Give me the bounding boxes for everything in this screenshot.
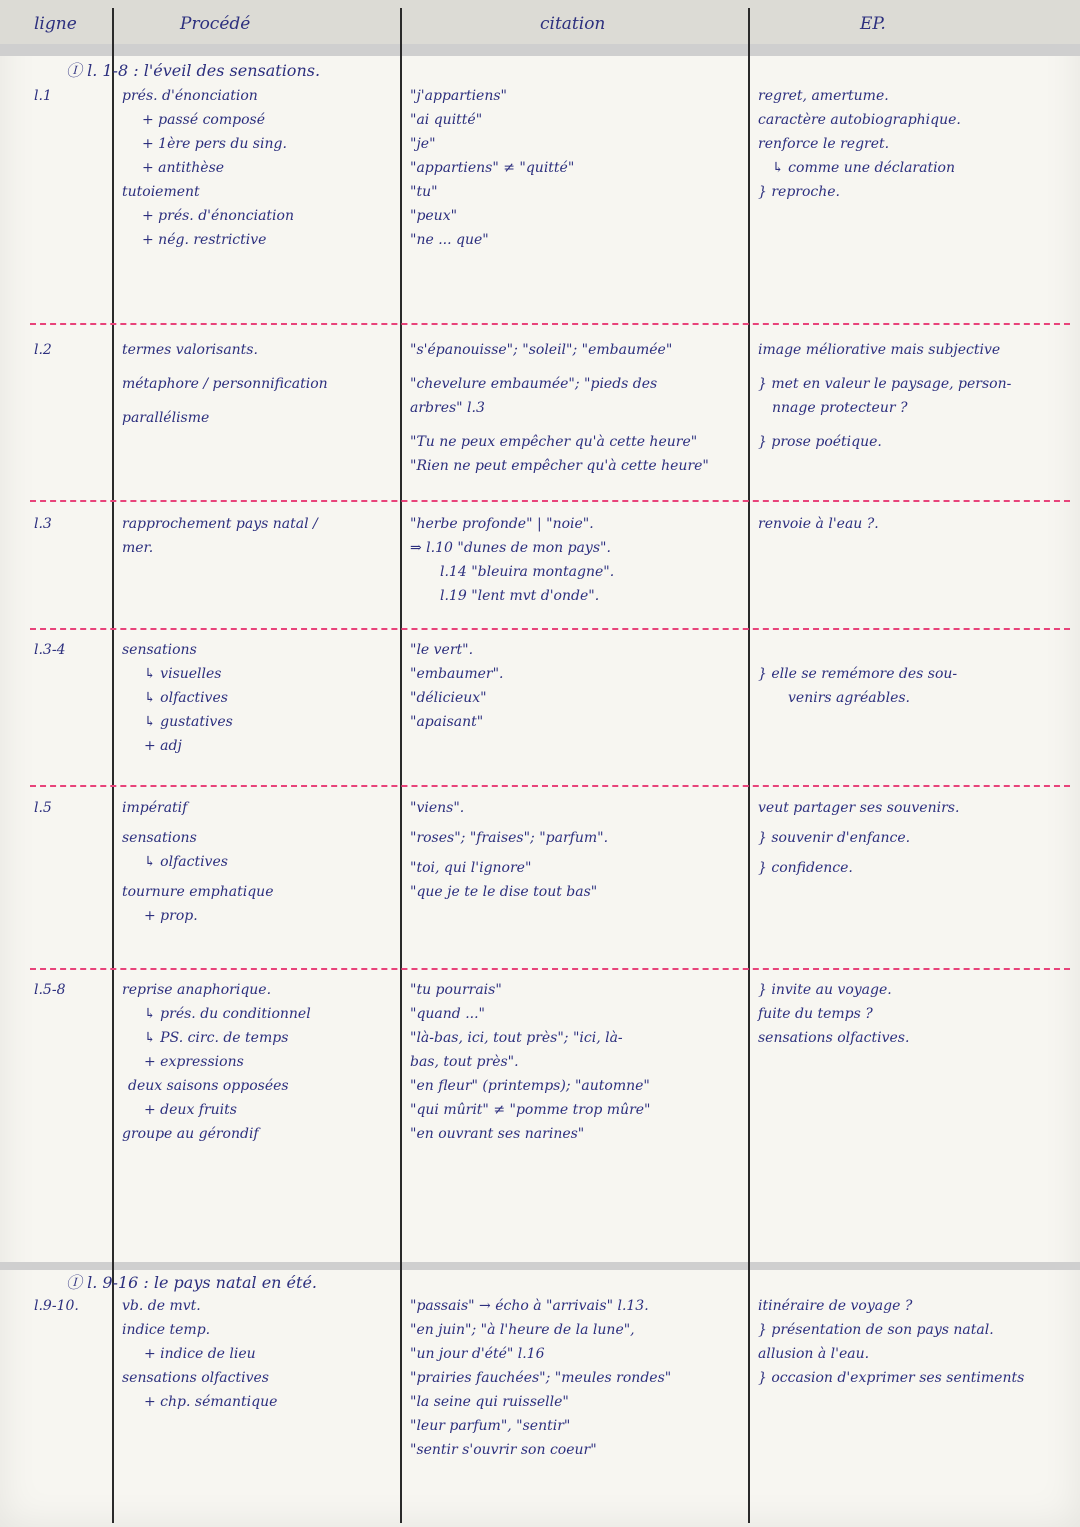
row-ep: renvoie à l'eau ?. xyxy=(758,516,879,532)
row-citation: "herbe profonde" | "noie". ⇒ l.10 "dunes de mon pays". l.14 "bleuira montagne". l.19 "lent mvt d'onde". xyxy=(410,516,615,604)
section-heading: Ⓘ l. 1-8 : l'éveil des sensations. xyxy=(66,61,321,80)
row-separator xyxy=(30,785,1070,787)
row-ep: } invite au voyage. fuite du temps ? sensations olfactives. xyxy=(758,982,910,1046)
row-procede: impératif sensations ↳ olfactives tournure emphatique + prop. xyxy=(122,800,274,924)
row-procede: sensations ↳ visuelles ↳ olfactives ↳ gustatives + adj xyxy=(122,642,233,754)
separator-band xyxy=(0,1262,1080,1270)
row-ep: image méliorative mais subjective } met en valeur le paysage, person- nnage protecteur ? } prose poétique. xyxy=(758,342,1012,450)
row-citation: "passais" → écho à "arrivais" l.13. "en juin"; "à l'heure de la lune", "un jour d'été" l.16 "prairies fauchées"; "meules rondes" "la seine qui ruisselle" "leur parfum", "sentir" "sentir s'ouvrir son coeur" xyxy=(410,1298,672,1458)
row-procede: vb. de mvt. indice temp. + indice de lieu sensations olfactives + chp. sémantique xyxy=(122,1298,278,1410)
row-ligne: l.5 xyxy=(34,800,52,816)
section-heading: Ⓘ l. 9-16 : le pays natal en été. xyxy=(66,1273,318,1292)
row-ep: veut partager ses souvenirs. } souvenir d'enfance. } confidence. xyxy=(758,800,960,876)
header-citation: citation xyxy=(540,14,606,34)
row-procede: rapprochement pays natal / mer. xyxy=(122,516,318,556)
separator-band xyxy=(0,44,1080,56)
row-ep: itinéraire de voyage ? } présentation de son pays natal. allusion à l'eau. } occasion d'exprimer ses sentiments xyxy=(758,1298,1025,1386)
row-citation: "viens". "roses"; "fraises"; "parfum". "toi, qui l'ignore" "que je te le dise tout bas" xyxy=(410,800,609,900)
row-citation: "tu pourrais" "quand ..." "là-bas, ici, tout près"; "ici, là- bas, tout près". "en fleur" (printemps); "automne" "qui mûrit" ≠ "pomme trop mûre" "en ouvrant ses narines" xyxy=(410,982,651,1142)
row-separator xyxy=(30,500,1070,502)
row-procede: termes valorisants. métaphore / personnification parallélisme xyxy=(122,342,328,426)
row-separator xyxy=(30,323,1070,325)
header-ligne: ligne xyxy=(34,14,77,34)
header-ep: EP. xyxy=(860,14,886,34)
row-separator xyxy=(30,628,1070,630)
row-ep: regret, amertume. caractère autobiographique. renforce le regret. ↳ comme une déclaration } reproche. xyxy=(758,88,961,200)
row-citation: "le vert". "embaumer". "délicieux" "apaisant" xyxy=(410,642,504,730)
header-procede: Procédé xyxy=(180,14,251,34)
row-ligne: l.1 xyxy=(34,88,52,104)
row-procede: reprise anaphorique. ↳ prés. du conditionnel ↳ PS. circ. de temps + expressions deux saisons opposées + deux fruits groupe au gérondif xyxy=(122,982,311,1142)
row-ligne: l.9-10. xyxy=(34,1298,79,1314)
row-ligne: l.3 xyxy=(34,516,52,532)
row-procede: prés. d'énonciation + passé composé + 1ère pers du sing. + antithèse tutoiement + prés. d'énonciation + nég. restrictive xyxy=(122,88,294,248)
row-ligne: l.3-4 xyxy=(34,642,66,658)
row-citation: "j'appartiens" "ai quitté" "je" "appartiens" ≠ "quitté" "tu" "peux" "ne ... que" xyxy=(410,88,575,248)
column-divider xyxy=(400,8,402,1523)
row-separator xyxy=(30,968,1070,970)
row-ep: } elle se remémore des sou- venirs agréables. xyxy=(758,666,958,706)
row-ligne: l.2 xyxy=(34,342,52,358)
row-citation: "s'épanouisse"; "soleil"; "embaumée" "chevelure embaumée"; "pieds des arbres" l.3 "Tu ne peux empêcher qu'à cette heure" "Rien ne peut empêcher qu'à cette heure" xyxy=(410,342,709,474)
row-ligne: l.5-8 xyxy=(34,982,66,998)
